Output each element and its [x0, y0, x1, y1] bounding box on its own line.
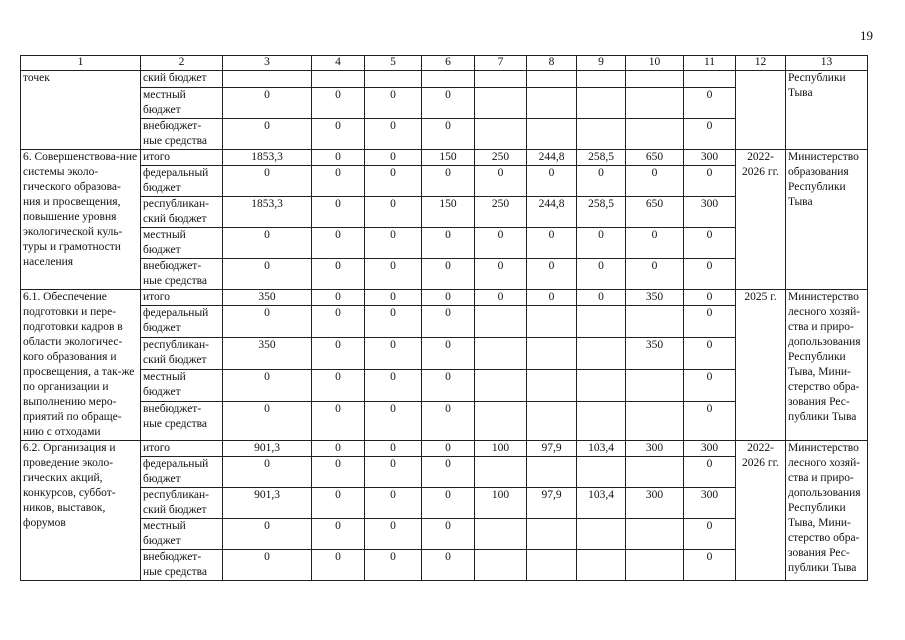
amount-cell: 0 [422, 88, 475, 119]
amount-cell: 0 [365, 119, 422, 150]
amount-cell [577, 370, 626, 402]
amount-cell [626, 71, 684, 88]
column-number: 12 [736, 56, 786, 71]
amount-cell [475, 519, 527, 550]
amount-cell: 0 [312, 401, 365, 440]
amount-cell [365, 71, 422, 88]
amount-cell [626, 306, 684, 338]
amount-cell: 300 [626, 441, 684, 457]
amount-cell: 0 [422, 441, 475, 457]
amount-cell [475, 71, 527, 88]
amount-cell [475, 88, 527, 119]
column-number: 7 [475, 56, 527, 71]
amount-cell: 350 [626, 290, 684, 306]
executor-cell: Республики Тыва [786, 71, 868, 150]
amount-cell [626, 401, 684, 440]
amount-cell [577, 519, 626, 550]
header-row [21, 56, 868, 71]
amount-cell: 0 [365, 441, 422, 457]
amount-cell: 0 [527, 228, 577, 259]
column-number: 5 [365, 56, 422, 71]
amount-cell [577, 71, 626, 88]
amount-cell: 0 [684, 228, 736, 259]
amount-cell: 1853,3 [223, 150, 312, 166]
amount-cell: 0 [365, 306, 422, 338]
amount-cell: 0 [422, 119, 475, 150]
amount-cell: 0 [684, 370, 736, 402]
amount-cell: 0 [527, 259, 577, 290]
budget-table [20, 55, 868, 581]
amount-cell: 0 [422, 457, 475, 488]
amount-cell: 0 [365, 401, 422, 440]
funding-source-cell: республикан-ский бюджет [141, 197, 223, 228]
amount-cell: 0 [312, 150, 365, 166]
table-body [21, 56, 868, 581]
amount-cell: 0 [223, 401, 312, 440]
amount-cell: 1853,3 [223, 197, 312, 228]
amount-cell: 0 [312, 119, 365, 150]
amount-cell [577, 457, 626, 488]
amount-cell: 0 [684, 550, 736, 581]
funding-source-cell: федеральный бюджет [141, 306, 223, 338]
amount-cell [626, 88, 684, 119]
amount-cell: 0 [312, 88, 365, 119]
funding-source-cell: итого [141, 290, 223, 306]
amount-cell: 0 [365, 197, 422, 228]
amount-cell: 901,3 [223, 488, 312, 519]
amount-cell: 0 [684, 457, 736, 488]
amount-cell: 0 [626, 166, 684, 197]
amount-cell: 103,4 [577, 488, 626, 519]
measure-name-cell: 6. Совершенствова-ние системы эколо-гического образова-ния и просвещения, повышение уровня экологической куль-туры и грамотности населения [21, 150, 141, 290]
funding-source-cell: местный бюджет [141, 370, 223, 402]
amount-cell: 0 [684, 259, 736, 290]
amount-cell: 650 [626, 150, 684, 166]
funding-source-cell: республикан-ский бюджет [141, 338, 223, 370]
amount-cell: 0 [223, 228, 312, 259]
measure-name-cell: 6.1. Обеспечение подготовки и пере-подготовки кадров в области экологичес-кого образования и просвещения, а так-же по организации и выполнению меро-приятий по обраще-нию с отходами [21, 290, 141, 441]
amount-cell [475, 338, 527, 370]
amount-cell: 0 [223, 457, 312, 488]
amount-cell: 103,4 [577, 441, 626, 457]
executor-cell: Министерство образования Республики Тыва [786, 150, 868, 290]
column-number: 9 [577, 56, 626, 71]
amount-cell: 97,9 [527, 441, 577, 457]
amount-cell [475, 306, 527, 338]
funding-source-cell: внебюджет-ные средства [141, 119, 223, 150]
amount-cell: 0 [422, 259, 475, 290]
funding-source-cell: внебюджет-ные средства [141, 259, 223, 290]
amount-cell: 0 [365, 519, 422, 550]
amount-cell: 97,9 [527, 488, 577, 519]
column-number: 2 [141, 56, 223, 71]
amount-cell: 0 [223, 259, 312, 290]
amount-cell: 0 [312, 457, 365, 488]
amount-cell: 0 [577, 290, 626, 306]
amount-cell [626, 119, 684, 150]
amount-cell: 0 [475, 228, 527, 259]
amount-cell [577, 338, 626, 370]
amount-cell: 0 [527, 290, 577, 306]
amount-cell: 300 [684, 197, 736, 228]
amount-cell: 0 [312, 306, 365, 338]
column-number: 10 [626, 56, 684, 71]
amount-cell: 0 [223, 166, 312, 197]
amount-cell: 150 [422, 197, 475, 228]
amount-cell: 0 [422, 290, 475, 306]
amount-cell: 0 [684, 338, 736, 370]
amount-cell: 0 [577, 166, 626, 197]
amount-cell: 0 [422, 519, 475, 550]
period-cell: 2022-2026 гг. [736, 441, 786, 581]
amount-cell: 150 [422, 150, 475, 166]
amount-cell: 0 [422, 338, 475, 370]
amount-cell: 300 [684, 488, 736, 519]
amount-cell: 258,5 [577, 150, 626, 166]
amount-cell: 0 [422, 166, 475, 197]
amount-cell [527, 457, 577, 488]
measure-name-cell: точек [21, 71, 141, 150]
funding-source-cell: внебюджет-ные средства [141, 401, 223, 440]
amount-cell: 0 [422, 306, 475, 338]
amount-cell: 0 [475, 166, 527, 197]
column-number: 4 [312, 56, 365, 71]
executor-cell: Министерство лесного хозяй-ства и приро-допользования Республики Тыва, Мини-стерство обра-зования Рес-публики Тыва [786, 441, 868, 581]
amount-cell [626, 550, 684, 581]
column-number: 3 [223, 56, 312, 71]
amount-cell: 0 [365, 290, 422, 306]
amount-cell: 0 [365, 166, 422, 197]
amount-cell [577, 401, 626, 440]
amount-cell [577, 88, 626, 119]
amount-cell: 258,5 [577, 197, 626, 228]
amount-cell: 250 [475, 197, 527, 228]
amount-cell: 0 [312, 259, 365, 290]
funding-source-cell: ский бюджет [141, 71, 223, 88]
amount-cell: 0 [223, 370, 312, 402]
amount-cell [527, 401, 577, 440]
amount-cell [626, 370, 684, 402]
amount-cell: 0 [312, 228, 365, 259]
amount-cell: 0 [223, 306, 312, 338]
amount-cell: 0 [684, 119, 736, 150]
amount-cell: 0 [312, 166, 365, 197]
amount-cell [223, 71, 312, 88]
amount-cell: 0 [365, 457, 422, 488]
funding-source-cell: республикан-ский бюджет [141, 488, 223, 519]
amount-cell: 0 [684, 166, 736, 197]
amount-cell: 0 [312, 290, 365, 306]
amount-cell [527, 550, 577, 581]
funding-source-cell: итого [141, 441, 223, 457]
amount-cell: 0 [475, 290, 527, 306]
amount-cell [684, 71, 736, 88]
amount-cell: 0 [422, 370, 475, 402]
funding-source-cell: внебюджет-ные средства [141, 550, 223, 581]
period-cell [736, 71, 786, 150]
amount-cell: 0 [365, 228, 422, 259]
amount-cell [475, 401, 527, 440]
amount-cell: 0 [365, 150, 422, 166]
amount-cell [527, 338, 577, 370]
amount-cell: 300 [626, 488, 684, 519]
amount-cell: 0 [365, 88, 422, 119]
column-number: 13 [786, 56, 868, 71]
amount-cell [475, 457, 527, 488]
amount-cell [626, 519, 684, 550]
table-row [21, 150, 868, 166]
amount-cell: 0 [223, 119, 312, 150]
amount-cell [626, 457, 684, 488]
amount-cell [527, 88, 577, 119]
funding-source-cell: итого [141, 150, 223, 166]
amount-cell: 250 [475, 150, 527, 166]
amount-cell: 244,8 [527, 150, 577, 166]
amount-cell: 0 [684, 306, 736, 338]
amount-cell: 0 [365, 338, 422, 370]
period-cell: 2022-2026 гг. [736, 150, 786, 290]
amount-cell: 100 [475, 441, 527, 457]
amount-cell [475, 370, 527, 402]
page-number: 19 [860, 28, 873, 43]
amount-cell: 300 [684, 441, 736, 457]
amount-cell: 0 [577, 259, 626, 290]
period-cell: 2025 г. [736, 290, 786, 441]
amount-cell: 350 [223, 338, 312, 370]
amount-cell: 901,3 [223, 441, 312, 457]
executor-cell: Министерство лесного хозяй-ства и приро-допользования Республики Тыва, Мини-стерство обра-зования Рес-публики Тыва [786, 290, 868, 441]
amount-cell: 0 [223, 550, 312, 581]
amount-cell: 0 [422, 550, 475, 581]
column-number: 11 [684, 56, 736, 71]
amount-cell: 350 [626, 338, 684, 370]
amount-cell: 0 [684, 88, 736, 119]
amount-cell: 0 [312, 550, 365, 581]
amount-cell: 100 [475, 488, 527, 519]
amount-cell: 0 [312, 197, 365, 228]
funding-source-cell: местный бюджет [141, 88, 223, 119]
amount-cell: 244,8 [527, 197, 577, 228]
column-number: 6 [422, 56, 475, 71]
amount-cell: 0 [684, 290, 736, 306]
funding-source-cell: федеральный бюджет [141, 166, 223, 197]
amount-cell: 350 [223, 290, 312, 306]
amount-cell [577, 306, 626, 338]
amount-cell [577, 119, 626, 150]
amount-cell: 0 [312, 441, 365, 457]
amount-cell: 0 [475, 259, 527, 290]
measure-name-cell: 6.2. Организация и проведение эколо-гических акций, конкурсов, суббот-ников, выставок, форумов [21, 441, 141, 581]
amount-cell: 0 [422, 228, 475, 259]
amount-cell: 0 [312, 370, 365, 402]
amount-cell: 0 [577, 228, 626, 259]
amount-cell: 0 [527, 166, 577, 197]
funding-source-cell: местный бюджет [141, 228, 223, 259]
amount-cell: 650 [626, 197, 684, 228]
amount-cell: 0 [365, 370, 422, 402]
amount-cell: 0 [312, 519, 365, 550]
amount-cell [527, 370, 577, 402]
amount-cell: 0 [365, 259, 422, 290]
table-row [21, 71, 868, 88]
funding-source-cell: местный бюджет [141, 519, 223, 550]
amount-cell: 0 [684, 401, 736, 440]
column-number: 1 [21, 56, 141, 71]
amount-cell: 0 [365, 488, 422, 519]
column-number: 8 [527, 56, 577, 71]
amount-cell: 0 [365, 550, 422, 581]
amount-cell: 0 [223, 519, 312, 550]
amount-cell [475, 550, 527, 581]
amount-cell: 0 [626, 228, 684, 259]
amount-cell [422, 71, 475, 88]
amount-cell: 0 [684, 519, 736, 550]
amount-cell [527, 71, 577, 88]
amount-cell [475, 119, 527, 150]
funding-source-cell: федеральный бюджет [141, 457, 223, 488]
amount-cell: 0 [312, 338, 365, 370]
table-row [21, 441, 868, 457]
amount-cell: 0 [422, 401, 475, 440]
table-row [21, 290, 868, 306]
amount-cell: 0 [422, 488, 475, 519]
amount-cell: 0 [626, 259, 684, 290]
amount-cell [527, 306, 577, 338]
amount-cell [527, 519, 577, 550]
amount-cell: 300 [684, 150, 736, 166]
amount-cell [527, 119, 577, 150]
amount-cell: 0 [312, 488, 365, 519]
amount-cell: 0 [223, 88, 312, 119]
amount-cell [577, 550, 626, 581]
amount-cell [312, 71, 365, 88]
